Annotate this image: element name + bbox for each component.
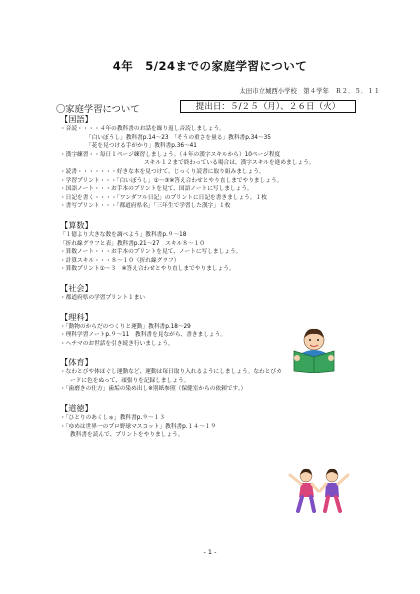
task-line: ・「ゆめは世界一のプロ野球マスコット」教科書p.１４～１９ [60, 423, 217, 430]
task-line: ・日記を書く・・・・「ワンダフル日記」のプリントに日記を書きましょう。１枚 [60, 194, 267, 201]
task-line: スキル１２まで終わっている場合は、漢字スキルを進めましょう。 [144, 160, 315, 167]
exercising-children-illustration [288, 467, 350, 513]
subject-heading: 【理科】 [60, 311, 93, 322]
task-line: ・計算スキル・・・８～１０（折れ線グラフ） [60, 257, 180, 264]
subject-heading: 【国語】 [60, 114, 93, 124]
task-line: ・書写プリント・・・「都道府県名」「三年生で学習した漢字」１枚 [60, 203, 231, 210]
task-line: ・「歯磨きの仕方」歯垢の染め出し※別紙参照（保健室からの依頼です。） [60, 386, 247, 393]
subject-heading: 【社会】 [60, 282, 93, 293]
task-line: ・都道府県の学習プリント１まい [60, 294, 146, 301]
task-line: ・音読・・・・４年の教科書のお話を繰り返し音読しましょう。 [60, 126, 225, 132]
reading-child-illustration [288, 327, 340, 373]
subject-heading: 【体育】 [60, 357, 93, 368]
task-line: ードに色をぬって、頑張りを記録しましょう。 [70, 377, 190, 384]
subject-section-moral [60, 403, 380, 440]
subject-heading: 【算数】 [60, 219, 93, 230]
page-number: - 1 - [203, 548, 217, 556]
subject-list [60, 114, 380, 440]
school-info: 太田市立城西小学校 第４学年 Ｒ２．５．１１ [239, 87, 380, 95]
subject-section-japanese [60, 114, 380, 211]
task-line: ・学習プリント・・・「白いぼうし」①～③※答え合わせとやり直しまでやりましょう。 [60, 177, 283, 184]
section-heading: 〇家庭学習について [56, 104, 140, 115]
task-line: ・なわとびや体ほぐし運動など、運動は毎日取り入れるようにしましょう。なわとびカ [60, 369, 282, 376]
document-title: 4年 5/24までの家庭学習について [112, 59, 308, 73]
subject-section-math [60, 220, 380, 274]
subject-section-social [60, 283, 380, 303]
task-line: ・「動物のからだのつくりと運動」教科書p.18～29 [60, 323, 191, 330]
deadline-box: 提出日：５/２５（月）、２６日（火） [180, 100, 356, 113]
task-line: ・「ひとりのあくしゅ」教科書p.９～１３ [60, 415, 165, 422]
task-line: ・算数ノート・・・お手本のプリントを見て、ノートに写しましょう。 [60, 249, 242, 256]
task-line: ・算数プリント①～３ ※答え合わせとやり直しまでやりましょう。 [60, 266, 235, 273]
subject-heading: 【道徳】 [60, 403, 93, 414]
task-line: 「花を見つける手がかり」教科書p.36～41 [86, 143, 197, 150]
task-line: 「白いぼうし」教科書p.14～23 「そうの重さを量る」教科書p.34～35 [86, 134, 271, 141]
task-line: 「１億より大きな数を調べよう」教科書p.９～18 [60, 231, 187, 238]
task-line: ・漢字練習・・毎日１ページ練習しましょう。（４年の漢字スキルから）10ページ程度 [60, 151, 281, 158]
task-line: ・理科学習ノートp.９～11 教科書を見ながら、書きましょう。 [60, 332, 227, 339]
task-line: ・読書・・・・・・・好きな本を見つけて、じっくり読書に取り組みましょう。 [60, 168, 265, 175]
task-line: 「折れ線グラフと表」教科書p.21～27 スキル８～１０ [60, 240, 205, 247]
task-line: 教科書を読んで、プリントをやりましょう。 [70, 432, 184, 439]
task-line: ・国語ノート・・・お手本のプリントを見て、国語ノートに写しましょう。 [60, 186, 253, 193]
task-line: ・ヘチマのお世話を引き続き行いましょう。 [60, 340, 174, 347]
